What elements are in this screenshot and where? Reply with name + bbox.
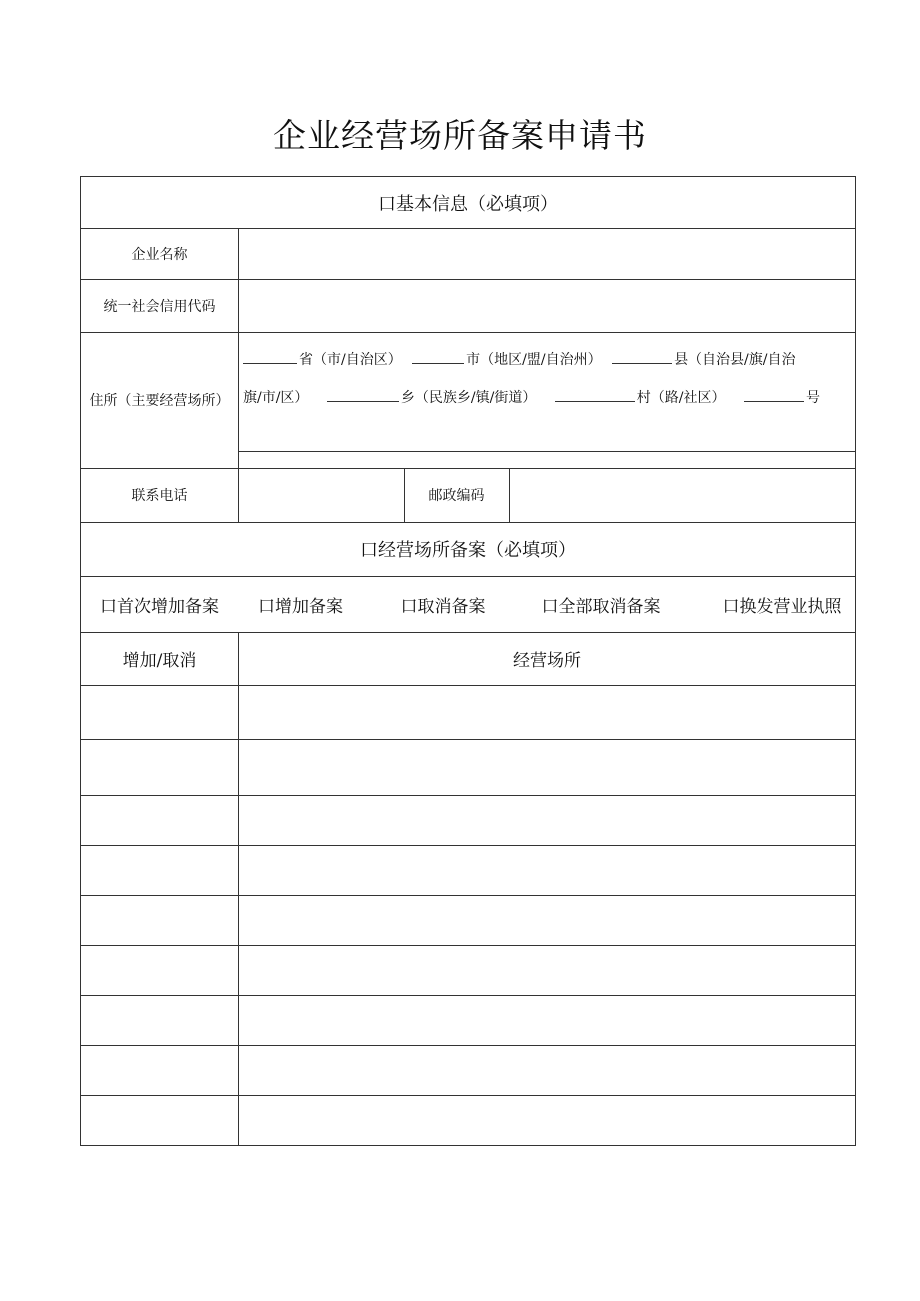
table-row[interactable] bbox=[81, 1046, 855, 1095]
address-city: 市（地区/盟/自治州） bbox=[466, 352, 602, 368]
credit-code-label: 统一社会信用代码 bbox=[103, 298, 216, 315]
table-row[interactable] bbox=[81, 1096, 855, 1145]
option-reissue-license[interactable]: 口换发营业执照 bbox=[722, 596, 842, 617]
option-cancel[interactable]: 口取消备案 bbox=[400, 596, 486, 617]
table-row[interactable] bbox=[81, 796, 855, 845]
table-row[interactable] bbox=[81, 686, 855, 739]
address-province: 省（市/自治区） bbox=[299, 352, 402, 368]
phone-label: 联系电话 bbox=[131, 488, 188, 504]
option-cancel-all[interactable]: 口全部取消备案 bbox=[541, 596, 661, 617]
page-title: 企业经营场所备案申请书 bbox=[273, 116, 647, 155]
option-add[interactable]: 口增加备案 bbox=[258, 596, 343, 617]
col-action-header: 增加/取消 bbox=[122, 651, 197, 671]
col-place-header: 经营场所 bbox=[513, 651, 581, 671]
postal-field[interactable] bbox=[510, 469, 855, 522]
basic-info-section-title: 口基本信息（必填项） bbox=[378, 193, 558, 215]
application-form bbox=[80, 176, 856, 1146]
address-village: 村（路/社区） bbox=[636, 390, 726, 406]
table-row[interactable] bbox=[81, 896, 855, 945]
address-number: 号 bbox=[805, 390, 820, 406]
credit-code-field[interactable] bbox=[239, 280, 855, 332]
address-label: 住所（主要经营场所） bbox=[89, 393, 230, 409]
address-line-2[interactable] bbox=[243, 387, 820, 407]
address-county-cont: 旗/市/区） bbox=[243, 390, 309, 406]
table-row[interactable] bbox=[81, 740, 855, 795]
table-row[interactable] bbox=[81, 846, 855, 895]
option-first-add[interactable]: 口首次增加备案 bbox=[100, 596, 219, 617]
table-row[interactable] bbox=[81, 996, 855, 1045]
company-name-field[interactable] bbox=[239, 229, 855, 279]
address-county: 县（自治县/旗/自治 bbox=[674, 352, 796, 368]
address-township: 乡（民族乡/镇/街道） bbox=[400, 390, 537, 406]
company-name-label: 企业名称 bbox=[131, 246, 188, 263]
phone-field[interactable] bbox=[239, 469, 404, 522]
postal-label: 邮政编码 bbox=[428, 488, 485, 504]
address-line-1[interactable] bbox=[243, 349, 796, 369]
table-row[interactable] bbox=[81, 946, 855, 995]
filing-section-title: 口经营场所备案（必填项） bbox=[360, 540, 576, 561]
